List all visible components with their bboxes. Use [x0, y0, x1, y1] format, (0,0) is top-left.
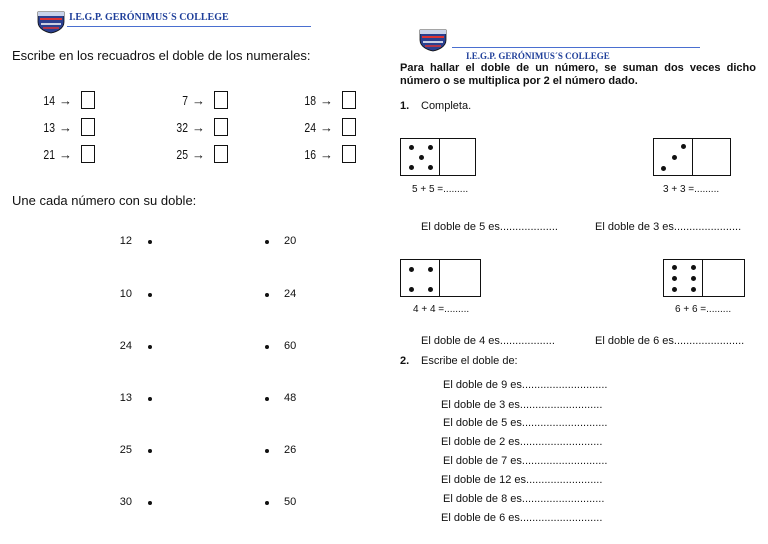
left-match-dot[interactable] [148, 501, 152, 505]
domino-pip [691, 265, 696, 270]
answer-box[interactable] [214, 145, 228, 163]
right-number: 60 [284, 340, 297, 352]
domino-pip [672, 276, 677, 281]
number-label: 7 [182, 92, 188, 108]
section2-title: Escribe el doble de: [421, 355, 518, 367]
double-item: El doble de 8 es........................... [443, 493, 605, 505]
exercise1-instruction: Escribe en los recuadros el doble de los numerales: [12, 48, 311, 63]
doubling-item [160, 145, 228, 163]
number-label: 32 [176, 119, 188, 135]
right-match-dot[interactable] [265, 397, 269, 401]
domino-equation: 4 + 4 =......... [413, 304, 470, 315]
left-number: 25 [119, 444, 132, 456]
double-sentence: El doble de 3 es...................... [595, 221, 742, 233]
answer-box[interactable] [81, 118, 95, 136]
left-match-dot[interactable] [148, 240, 152, 244]
right-number: 20 [284, 235, 297, 247]
right-arrow-icon: → [59, 146, 72, 162]
double-sentence: El doble de 5 es................... [421, 221, 558, 233]
section2-number: 2. [400, 355, 410, 367]
domino-tile [653, 138, 731, 176]
exercise2-instruction: Une cada número con su doble: [12, 193, 197, 208]
right-arrow-icon: → [192, 119, 205, 135]
number-label: 16 [304, 146, 316, 162]
domino-empty-half[interactable] [440, 139, 475, 175]
double-item: El doble de 2 es........................... [441, 436, 603, 448]
left-number: 24 [119, 340, 132, 352]
right-number: 24 [284, 288, 297, 300]
double-item: El doble de 9 es............................ [443, 379, 608, 391]
number-label: 14 [43, 92, 55, 108]
doubling-item [288, 118, 356, 136]
section1-number: 1. [400, 100, 410, 112]
double-item: El doble de 3 es........................... [441, 399, 603, 411]
answer-box[interactable] [342, 145, 356, 163]
left-match-dot[interactable] [148, 449, 152, 453]
answer-box[interactable] [214, 91, 228, 109]
right-match-dot[interactable] [265, 293, 269, 297]
domino-dots-half [401, 139, 440, 175]
doubling-item [27, 91, 95, 109]
domino-empty-half[interactable] [703, 260, 744, 296]
doubling-item [160, 118, 228, 136]
doubling-item [27, 118, 95, 136]
double-item: El doble de 7 es............................ [443, 455, 608, 467]
right-arrow-icon: → [192, 146, 205, 162]
right-arrow-icon: → [320, 146, 333, 162]
domino-pip [428, 145, 433, 150]
doubling-item [288, 145, 356, 163]
right-arrow-icon: → [320, 92, 333, 108]
number-label: 13 [43, 119, 55, 135]
double-sentence: El doble de 4 es.................. [421, 335, 555, 347]
domino-dots-half [401, 260, 440, 296]
domino-empty-half[interactable] [440, 260, 480, 296]
number-label: 21 [43, 146, 55, 162]
domino-pip [428, 287, 433, 292]
right-arrow-icon: → [320, 119, 333, 135]
right-match-dot[interactable] [265, 449, 269, 453]
domino-equation: 3 + 3 =......... [663, 184, 720, 195]
domino-pip [681, 144, 686, 149]
domino-pip [691, 276, 696, 281]
left-number: 30 [119, 496, 132, 508]
right-arrow-icon: → [192, 92, 205, 108]
left-number: 13 [119, 392, 132, 404]
header-underline-right [452, 47, 700, 48]
doubling-item [27, 145, 95, 163]
right-number: 48 [284, 392, 297, 404]
domino-dots-half [654, 139, 693, 175]
right-number: 50 [284, 496, 297, 508]
left-number: 10 [119, 288, 132, 300]
double-sentence: El doble de 6 es....................... [595, 335, 745, 347]
right-match-dot[interactable] [265, 501, 269, 505]
domino-equation: 5 + 5 =......... [412, 184, 469, 195]
left-number: 12 [119, 235, 132, 247]
domino-pip [409, 287, 414, 292]
domino-pip [672, 287, 677, 292]
answer-box[interactable] [214, 118, 228, 136]
intro-text: Para hallar el doble de un número, se suman dos veces dicho número o se multiplica por 2 el número dado. [400, 62, 756, 87]
domino-tile [663, 259, 745, 297]
school-name-right: I.E.G.P. GERÓNIMUS´S COLLEGE [466, 51, 610, 61]
school-crest-icon [36, 10, 66, 34]
answer-box[interactable] [81, 91, 95, 109]
domino-pip [672, 265, 677, 270]
domino-empty-half[interactable] [693, 139, 730, 175]
domino-pip [419, 155, 424, 160]
domino-equation: 6 + 6 =......... [675, 304, 732, 315]
number-label: 24 [304, 119, 316, 135]
double-item: El doble de 5 es............................ [443, 417, 608, 429]
left-match-dot[interactable] [148, 345, 152, 349]
double-item: El doble de 12 es......................... [441, 474, 603, 486]
domino-pip [428, 165, 433, 170]
domino-pip [672, 155, 677, 160]
doubling-item [288, 91, 356, 109]
right-match-dot[interactable] [265, 240, 269, 244]
domino-tile [400, 138, 476, 176]
school-crest-icon-right [418, 28, 448, 52]
doubling-item [160, 91, 228, 109]
number-label: 18 [304, 92, 316, 108]
right-match-dot[interactable] [265, 345, 269, 349]
header-underline [67, 26, 311, 27]
number-label: 25 [176, 146, 188, 162]
right-arrow-icon: → [59, 92, 72, 108]
left-match-dot[interactable] [148, 397, 152, 401]
school-name: I.E.G.P. GERÓNIMUS´S COLLEGE [69, 12, 229, 23]
domino-pip [428, 267, 433, 272]
domino-dots-half [664, 260, 703, 296]
domino-tile [400, 259, 481, 297]
answer-box[interactable] [342, 91, 356, 109]
domino-pip [409, 145, 414, 150]
section1-title: Completa. [421, 100, 472, 112]
right-arrow-icon: → [59, 119, 72, 135]
domino-pip [691, 287, 696, 292]
domino-pip [661, 166, 666, 171]
left-match-dot[interactable] [148, 293, 152, 297]
domino-pip [409, 267, 414, 272]
double-item: El doble de 6 es........................... [441, 512, 603, 524]
right-number: 26 [284, 444, 297, 456]
answer-box[interactable] [342, 118, 356, 136]
domino-pip [409, 165, 414, 170]
answer-box[interactable] [81, 145, 95, 163]
